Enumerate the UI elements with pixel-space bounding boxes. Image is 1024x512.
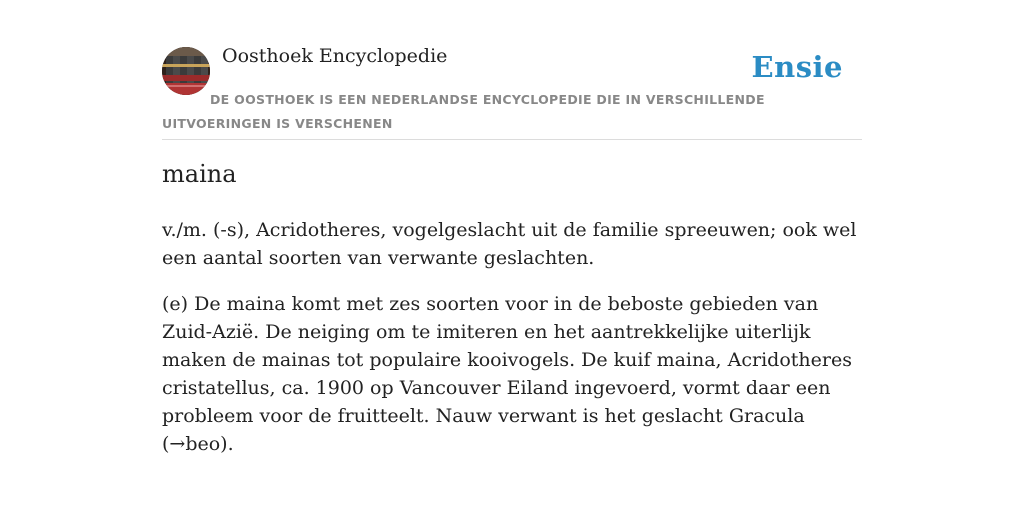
article-paragraph: (e) De maina komt met zes soorten voor in de beboste gebieden van Zuid-Azië. De neiging om te imiteren en het aantrekkelijke uiterlijk maken de mainas tot populaire kooivogels. De kuif maina, Acridotheres cristatellus, ca. 1900 op Vancouver Eiland ingevoerd, vormt daar een probleem voor de fruitteelt. Nauw verwant is het geslacht Gracula (→beo). bbox=[162, 293, 852, 455]
article-term: maina bbox=[162, 160, 237, 188]
site-header bbox=[162, 0, 862, 140]
brand-logo-link[interactable]: Ensie bbox=[751, 50, 843, 84]
page-container bbox=[162, 0, 862, 455]
article-paragraph: v./m. (-s), Acridotheres, vogelgeslacht uit de familie spreeuwen; ook wel een aantal soorten van verwante geslachten. bbox=[162, 219, 857, 269]
site-title[interactable]: Oosthoek Encyclopedie bbox=[222, 45, 448, 67]
site-tagline: DE OOSTHOEK IS EEN NEDERLANDSE ENCYCLOPEDIE DIE IN VERSCHILLENDE UITVOERINGEN IS VERSCHENEN bbox=[162, 92, 765, 131]
